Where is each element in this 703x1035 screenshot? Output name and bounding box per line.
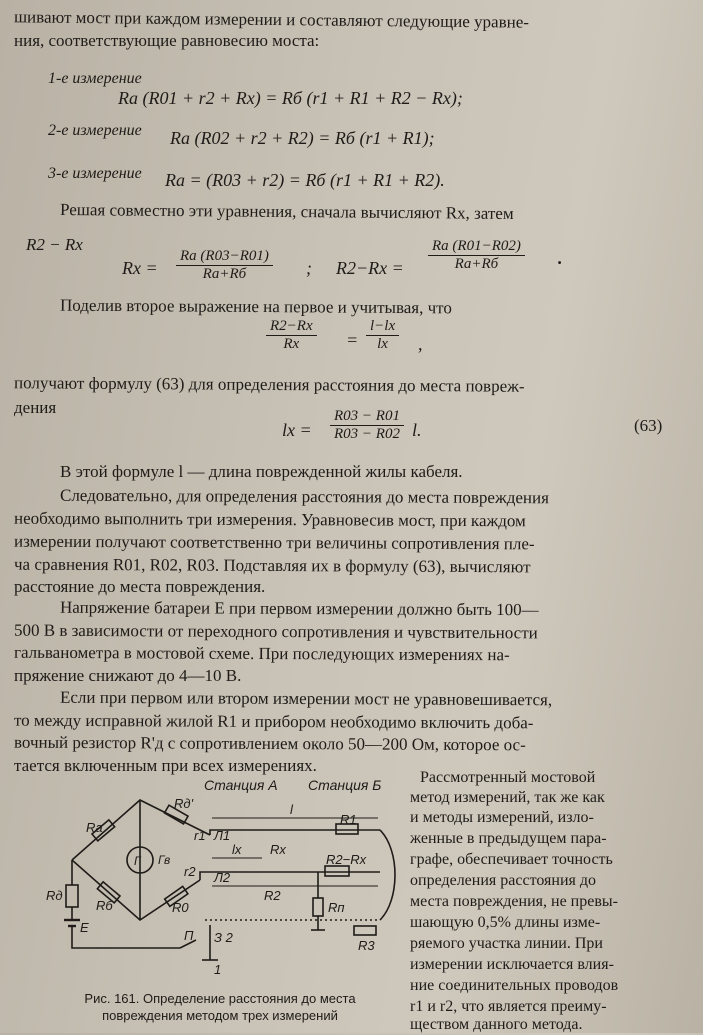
right-column-line-6: определения расстояния до <box>410 872 597 889</box>
paragraph-2-line-5: расстояние до места повреждения. <box>14 577 266 596</box>
formula-rx-numerator: Rа (R03−R01) <box>180 248 269 264</box>
formula63-tail: l. <box>412 420 422 440</box>
station-a-label: Станция А <box>204 777 278 793</box>
ratio-left-fraction <box>266 318 317 353</box>
right-column-line-10: измерении исключается влия- <box>410 956 614 973</box>
label-rb: Rб <box>96 898 113 913</box>
result-line-1: получают формулу (63) для определения расстояния до места повреж- <box>13 373 525 396</box>
figure-caption-line-1: Рис. 161. Определение расстояния до места <box>84 991 356 1006</box>
label-r3: R3 <box>358 938 375 953</box>
label-r2: r2 <box>184 864 196 879</box>
formula-r2-denominator: Rа+Rб <box>428 255 525 273</box>
formula63-denominator: R03 − R02 <box>330 425 404 443</box>
intro-line-1: шивают мост при каждом измерении и составляют следующие уравне- <box>13 7 530 32</box>
label-z2: З 2 <box>214 930 233 945</box>
measurement-equation-2: Rа (R02 + r2 + R2) = Rб (r1 + R1); <box>170 128 435 148</box>
resistor-rg <box>66 885 78 907</box>
label-rg: Rд <box>46 888 63 903</box>
intro-line-2: ния, соответствующие равновесию моста: <box>14 31 320 50</box>
paragraph-4-line-1: Если при первом или втором измерении мост не уравновешивается, <box>59 687 553 710</box>
right-column-line-2: метод измерений, так же как <box>410 789 605 806</box>
paragraph-4-line-4: тается включенным при всех измерениях. <box>14 756 317 775</box>
label-r2-rx: R2−Rx <box>326 852 367 867</box>
measurement-label-3: 3-е измерение <box>48 165 142 182</box>
label-e: E <box>80 920 89 935</box>
label-rd-prime: Rд' <box>174 796 194 811</box>
formula-rx-lhs: Rx = <box>122 258 158 278</box>
formula63-fraction <box>330 408 404 443</box>
paragraph-2-line-1: Следовательно, для определения расстояния до места повреждения <box>59 485 550 508</box>
formula63-lhs: lx = <box>282 420 312 440</box>
paragraph-3-line-2: 500 В в зависимости от переходного сопротивления и чувствительности <box>13 620 538 643</box>
formula-r2-lhs: R2−Rx = <box>336 258 404 278</box>
label-l2: Л2 <box>214 870 231 885</box>
figure-caption-line-2: повреждения методом трех измерений <box>102 1008 338 1023</box>
far-end-loop <box>380 830 395 920</box>
label-l: l <box>290 802 293 817</box>
measurement-label-2: 2-е измерение <box>48 122 142 139</box>
paragraph-1-line-1: В этой формуле l — длина поврежденной жилы кабеля. <box>60 462 463 481</box>
formula-rx-denominator: Rа+Rб <box>176 265 273 283</box>
ratio-left-denominator: Rx <box>266 335 317 353</box>
resistor-rp <box>313 898 323 916</box>
right-column-line-5: графе, обеспечивает точность <box>410 851 613 868</box>
label-p: П <box>184 928 194 943</box>
figure-caption <box>40 990 400 1024</box>
label-r2-cable: R2 <box>264 888 281 903</box>
right-column-line-8: шающую 0,5% длины изме- <box>410 914 601 931</box>
right-column-line-3: и методы измерений, изло- <box>410 809 594 826</box>
ratio-right-denominator: lx <box>366 335 399 353</box>
paragraph-4-line-3: вочный резистор R'д с сопротивлением около 50—200 Ом, которое ос- <box>13 732 526 755</box>
resistor-r2-rx <box>325 866 349 876</box>
label-r1: r1 <box>194 828 206 843</box>
formula63-tag: (63) <box>634 416 663 435</box>
label-l1: Л1 <box>214 828 231 843</box>
resistor-r3 <box>354 926 376 935</box>
paragraph-3-line-1: Напряжение батареи E при первом измерении должно быть 100— <box>59 597 539 620</box>
right-column-line-1: Рассмотренный мостовой <box>420 769 596 786</box>
formula63-numerator: R03 − R01 <box>334 408 400 424</box>
ratio-end: , <box>418 334 423 354</box>
ratio-equals: = <box>346 330 359 350</box>
paragraph-2-line-3: измерении получают соответственно три величины сопротивления пле- <box>13 531 535 554</box>
paragraph-3-line-3: гальванометра в мостовой схеме. При последующих измерениях на- <box>13 642 510 665</box>
label-r0: R0 <box>172 900 189 915</box>
formula-r2-numerator: Rа (R01−R02) <box>432 238 521 254</box>
label-one: 1 <box>214 962 222 977</box>
formula-rx-separator: ; <box>306 258 312 278</box>
measurement-equation-1: Rа (R01 + r2 + Rx) = Rб (r1 + R1 + R2 − Rx); <box>118 88 463 108</box>
circuit-diagram <box>0 760 410 990</box>
ratio-right-fraction <box>366 318 399 353</box>
formula-rx-fraction <box>176 248 273 283</box>
paragraph-4-line-2: то между исправной жилой R1 и прибором необходимо включить доба- <box>13 710 534 733</box>
label-rp: Rп <box>328 900 345 915</box>
label-ra: Ra <box>86 820 103 835</box>
right-column-line-12: r1 и r2, что является преиму- <box>410 998 607 1015</box>
label-gv: Гв <box>158 853 171 867</box>
solve-line-2: R2 − Rx <box>26 235 83 254</box>
label-r1-cable: R1 <box>340 812 357 827</box>
galvanometer-symbol: Г <box>134 854 141 868</box>
right-column-line-9: ряемого участка линии. При <box>410 935 603 952</box>
divide-text: Поделив второе выражение на первое и учитывая, что <box>59 295 452 318</box>
formula-r2-fraction <box>428 238 525 273</box>
solve-line-1: Решая совместно эти уравнения, сначала вычисляют Rx, затем <box>59 200 514 223</box>
ratio-left-numerator: R2−Rx <box>270 318 313 334</box>
station-b-label: Станция Б <box>308 777 382 793</box>
measurement-label-1: 1-е измерение <box>48 70 142 87</box>
paragraph-2-line-4: ча сравнения R01, R02, R03. Подставляя их в формулу (63), вычисляют <box>13 554 531 577</box>
right-column-line-13: ществом данного метода. <box>410 1016 583 1033</box>
right-column-line-11: ние соединительных проводов <box>410 977 619 994</box>
right-column-line-7: места повреждения, не превы- <box>410 893 618 910</box>
label-lx: lx <box>232 842 242 857</box>
result-line-2: дения <box>14 398 57 417</box>
measurement-equation-3: Rа = (R03 + r2) = Rб (r1 + R1 + R2). <box>165 170 445 190</box>
right-column-line-4: женные в предыдущем пара- <box>410 830 607 847</box>
ratio-right-numerator: l−lx <box>370 318 396 334</box>
paragraph-2-line-2: необходимо выполнить три измерения. Уравновесив мост, при каждом <box>13 508 526 531</box>
paragraph-3-line-4: пряжение снижают до 4—10 В. <box>14 666 242 685</box>
formula-r2-end: . <box>558 248 563 268</box>
label-rx: Rx <box>270 842 286 857</box>
